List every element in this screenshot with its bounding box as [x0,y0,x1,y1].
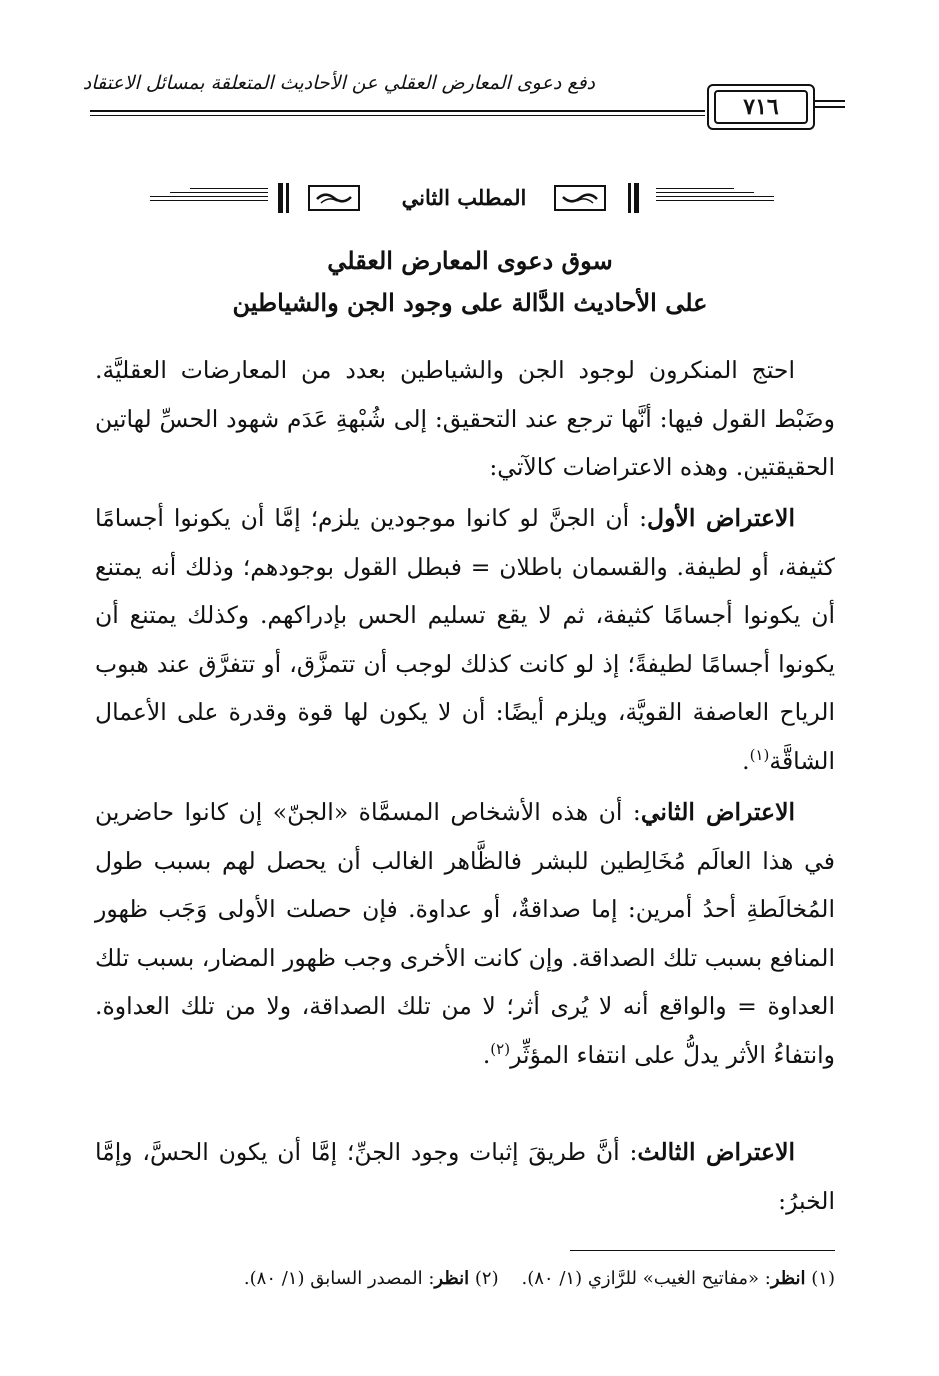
section-heading [150,180,776,216]
objection-2-label: الاعتراض الثاني [640,798,795,826]
footnote-ref-2[interactable]: (٢) [490,1039,511,1058]
ornament-stripes-right [656,188,774,208]
footnote-1-number: (١) [811,1268,835,1289]
running-header [82,60,845,132]
footnote-2-number: (٢) [474,1268,499,1289]
book-title: دفع دعوى المعارض العقلي عن الأحاديث المتعلقة بمسائل الاعتقاد [82,72,595,94]
footnote-2-text: : المصدر السابق (١/ ٨٠). [243,1268,435,1289]
objection-2-end: . [482,1040,491,1069]
footnote-2-label: انظر [434,1268,470,1289]
chapter-title-line-1: سوق دعوى المعارض العقلي [327,246,613,275]
footnote-1-label: انظر [770,1268,806,1289]
objection-3-text: : أنَّ طريقَ إثبات وجود الجنِّ؛ إمَّا أن يكون الحسَّ، وإمَّا الخبرُ: [95,1138,835,1215]
ornament-flourish-left-icon [308,185,360,211]
objection-1-text: : أن الجنَّ لو كانوا موجودين يلزم؛ إمَّا أن يكونوا أجسامًا كثيفة، أو لطيفة. والقسمان باطلان = فبطل القول بوجودهم؛ وذلك أنه يمتنع أن يكونوا أجسامًا كثيفة، ثم لا يقع تسليم الحس بإدراكهم. وكذلك يمتنع أن يكونوا أجسامًا لطيفةً؛ إذ لو كانت كذلك لوجب أن تتمزَّق، أو تتفرَّق عند هبوب الرياح العاصفة القويَّة، ويلزم أيضًا: أن لا يكون لها قوة وقدرة على الأعمال الشاقَّة [95,504,835,775]
footnote-1-text: : «مفاتيح الغيب» للرَّازي (١/ ٨٠). [521,1268,771,1289]
objection-2-text: : أن هذه الأشخاص المسمَّاة «الجنّ» إن كانوا حاضرين في هذا العالَم مُخَالِطين للبشر فالظَّاهر الغالب أن يحصل لهم بسبب طول المُخالَطةِ أحدُ أمرين: إما صداقةٌ، أو عداوة. فإن حصلت الأولى وَجَب ظهور المنافع بسبب تلك الصداقة. وإن كانت الأخرى وجب ظهور المضار، بسبب تلك العداوة = والواقع أنه لا يُرى أثر؛ لا من تلك الصداقة، ولا من تلك العداوة. وانتفاءُ الأثر يدلُّ على انتفاء المؤثِّر [95,798,835,1069]
footnotes [95,1262,835,1296]
ornament-bars-left [278,183,292,213]
footnote-ref-1[interactable]: (١) [749,745,770,764]
ornament-flourish-right-icon [554,185,606,211]
header-rule [813,100,845,102]
footnote-1 [516,1268,835,1289]
header-rule [813,106,845,108]
footnote-2 [244,1268,499,1289]
objection-2-paragraph [95,788,835,1079]
page-number-frame [707,84,815,130]
objection-3-label: الاعتراض الثالث [637,1138,796,1166]
section-label: المطلب الثاني [401,185,527,210]
intro-paragraph: احتج المنكرون لوجود الجن والشياطين بعدد من المعارضات العقليَّة. وضَبْط القول فيها: أنَّها ترجع عند التحقيق: إلى شُبْهةِ عَدَم شهود الحسِّ لهاتين الحقيقتين. وهذه الاعتراضات كالآتي: [95,356,835,481]
header-rule [90,115,705,116]
objection-3-paragraph [95,1128,835,1225]
footnote-separator [570,1250,835,1251]
objection-1-label: الاعتراض الأول [647,504,795,532]
header-rule [90,110,705,112]
chapter-title-line-2: على الأحاديث الدَّالة على وجود الجن والشياطين [232,288,708,317]
page-number: ٧١٦ [714,90,808,124]
objection-1-end: . [742,746,750,775]
objection-1-paragraph [95,494,835,785]
ornament-stripes-left [150,188,268,208]
ornament-bars-right [628,183,642,213]
